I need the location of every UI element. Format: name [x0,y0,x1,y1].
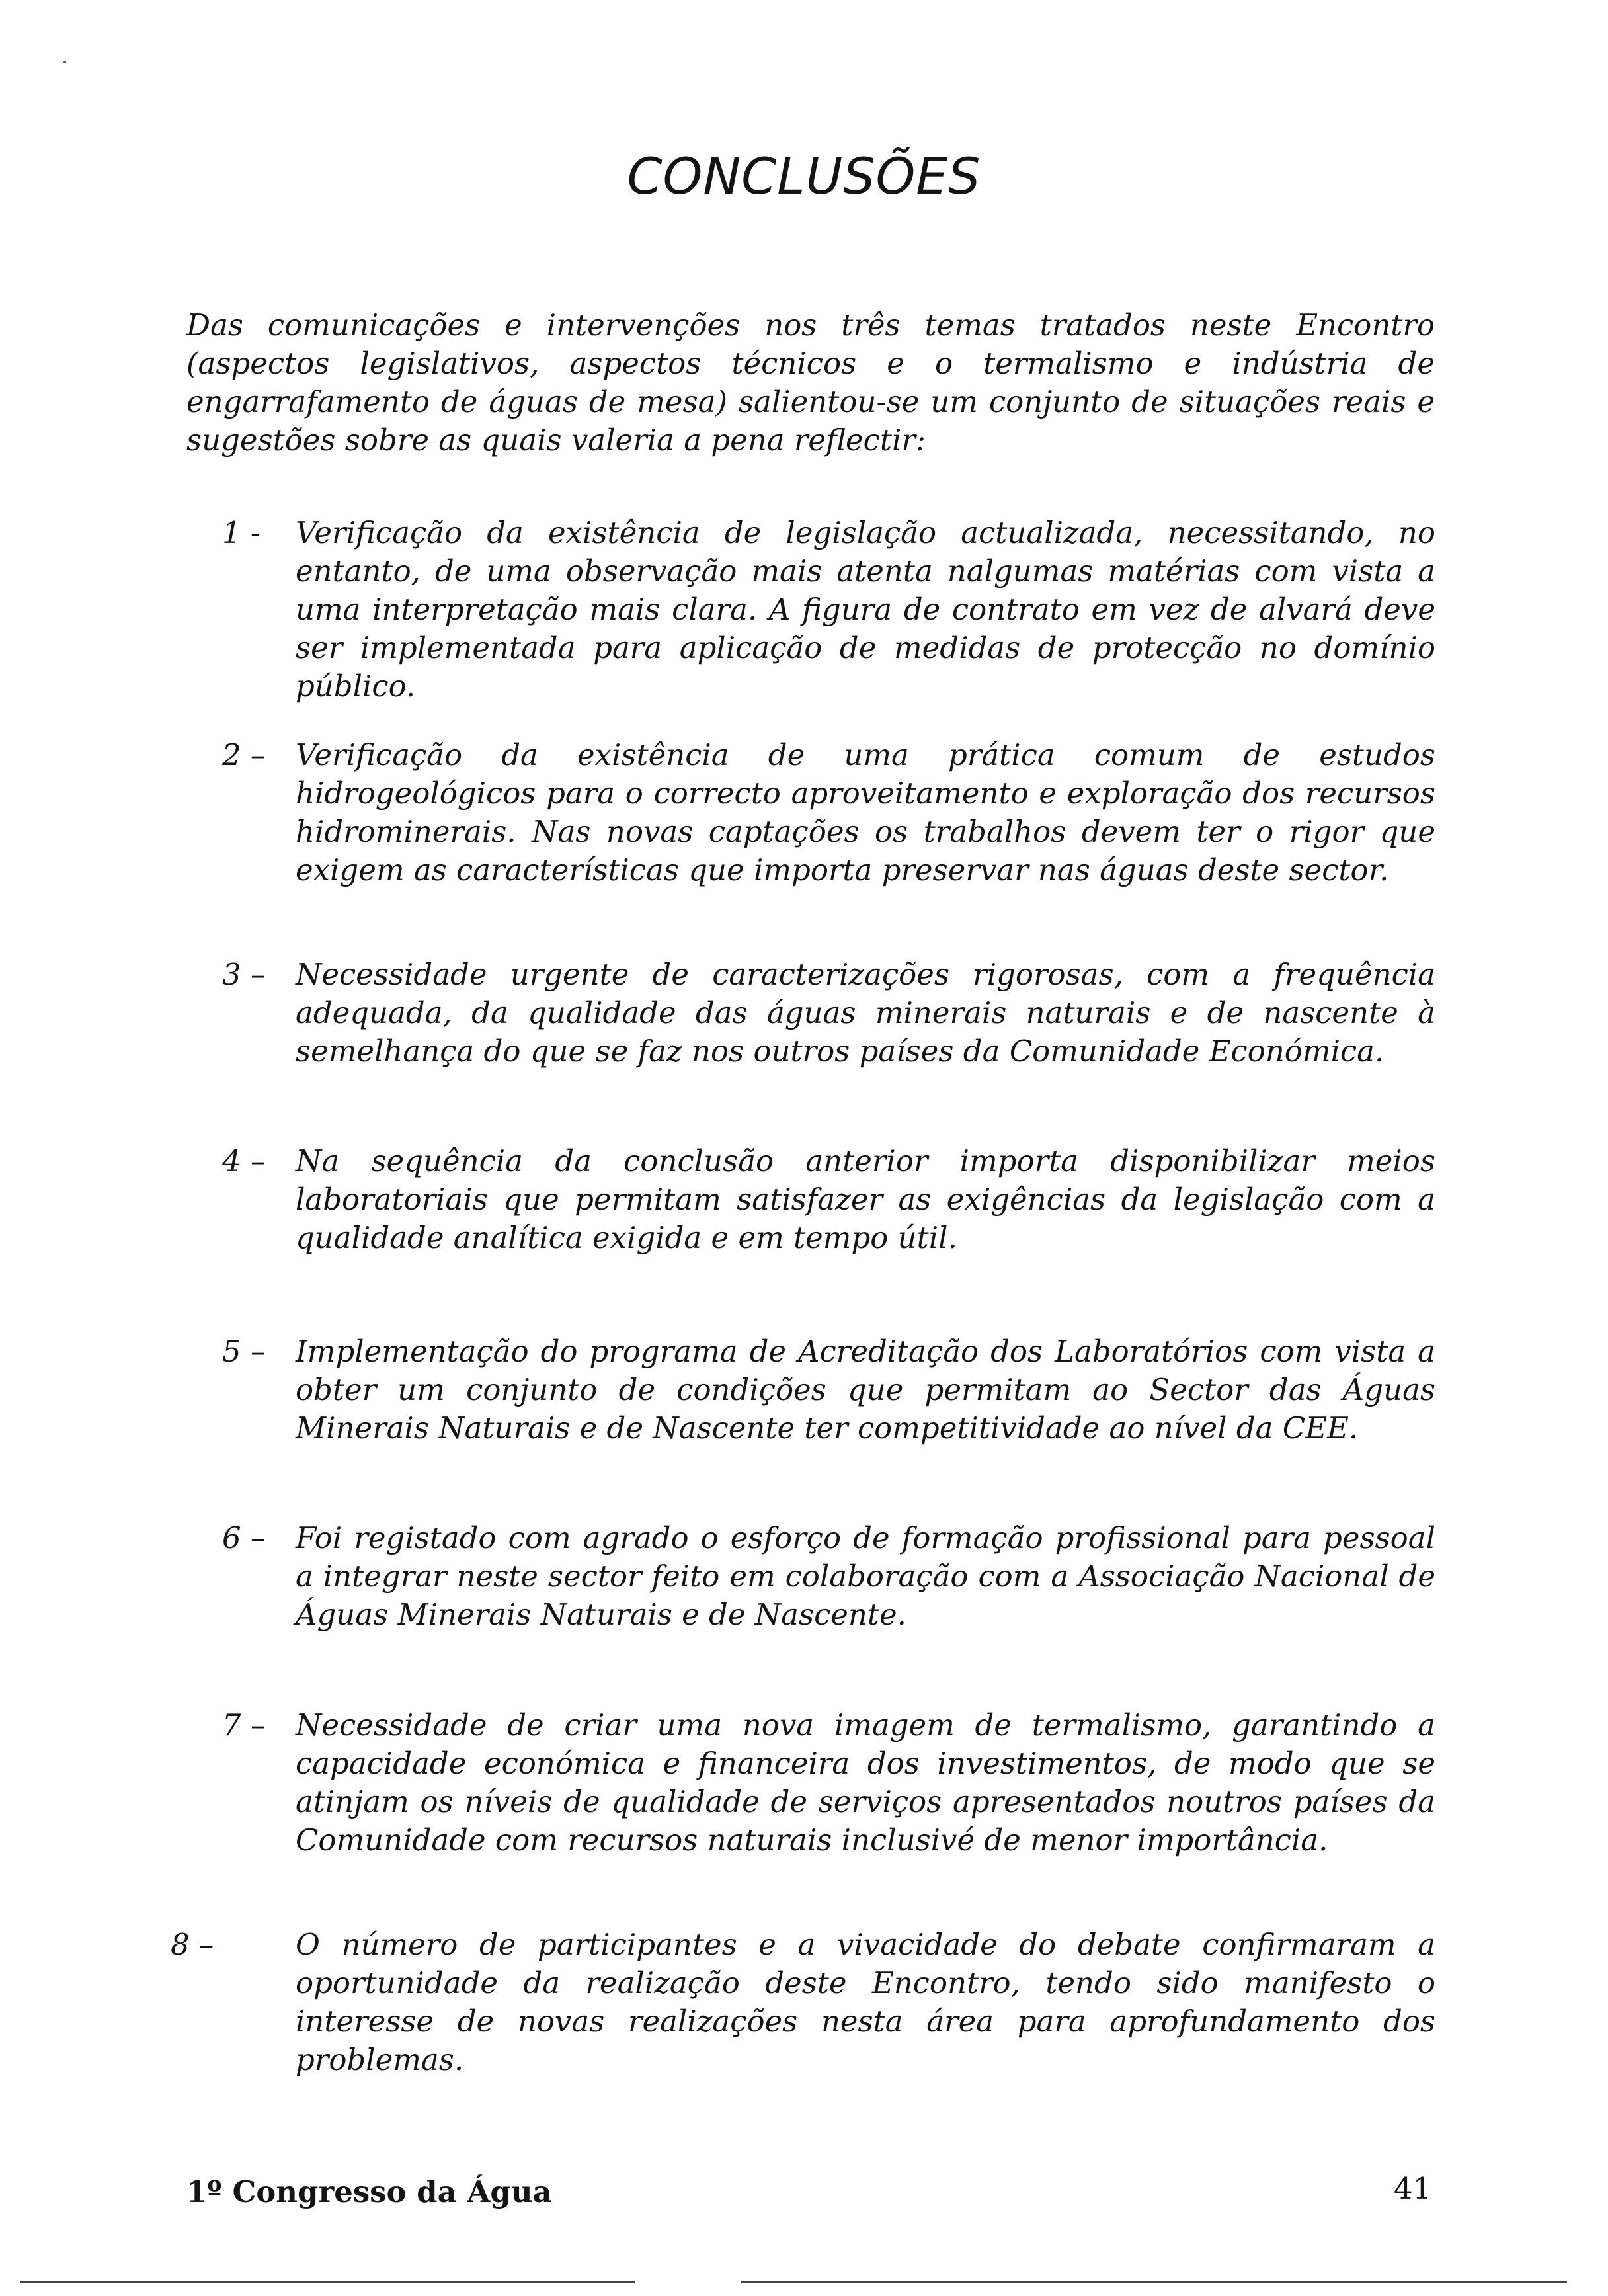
bottom-rule [20,2281,635,2283]
page-number: 41 [1394,2171,1432,2206]
item-number: 5 – [222,1334,266,1369]
item-text: Verificação da existência de uma prática comum de estudos hidrogeológicos para o correcto aproveitamento e exploração dos recursos hidrominerais. Nas novas captações os trabalhos devem ter o rigor que exigem as características que importa preservar nas águas deste sector. [296,737,1435,887]
item-number: 4 – [222,1143,266,1178]
item-text: Foi registado com agrado o esforço de formação profissional para pessoal a integrar neste sector feito em colaboração com a Associação Nacional de Águas Minerais Naturais e de Nascente. [296,1520,1435,1632]
item-number: 3 – [222,957,266,992]
item-number: 6 – [222,1520,266,1555]
item-text: Necessidade de criar uma nova imagem de termalismo, garantindo a capacidade económica e financeira dos investimentos, de modo que se atinjam os níveis de qualidade de serviços apresentados noutros países da Comunidade com recursos naturais inclusivé de menor importância. [296,1707,1435,1858]
intro-paragraph: Das comunicações e intervenções nos três temas tratados neste Encontro (aspectos legislativos, aspectos técnicos e o termalismo e indústria de engarrafamento de águas de mesa) salientou-se um conjunto de situações reais e sugestões sobre as quais valeria a pena reflectir: [186,308,1435,458]
item-text: Na sequência da conclusão anterior importa disponibilizar meios laboratoriais que permitam satisfazer as exigências da legislação com a qualidade analítica exigida e em tempo útil. [296,1143,1435,1255]
item-number: 1 - [222,515,261,550]
item-number: 8 – [171,1927,214,1962]
item-number: 7 – [222,1707,266,1742]
item-text: O número de participantes e a vivacidade do debate confirmaram a oportunidade da realização deste Encontro, tendo sido manifesto o interesse de novas realizações nesta área para aprofundamento dos problemas. [296,1927,1435,2077]
scan-speck [63,61,66,63]
page-title: CONCLUSÕES [627,147,981,206]
item-text: Verificação da existência de legislação actualizada, necessitando, no entanto, de uma observação mais atenta nalgumas matérias com vista a uma interpretação mais clara. A figura de contrato em vez de alvará deve ser implementada para aplicação de medidas de protecção no domínio público. [296,515,1435,704]
item-number: 2 – [222,737,266,772]
item-text: Implementação do programa de Acreditação dos Laboratórios com vista a obter um conjunto de condições que permitam ao Sector das Águas Minerais Naturais e de Nascente ter competitividade ao nível da CEE. [296,1334,1435,1446]
item-text: Necessidade urgente de caracterizações rigorosas, com a frequência adequada, da qualidade das águas minerais naturais e de nascente à semelhança do que se faz nos outros países da Comunidade Económica. [296,957,1435,1069]
bottom-rule [741,2281,1567,2283]
footer-publication: 1º Congresso da Água [186,2174,552,2209]
